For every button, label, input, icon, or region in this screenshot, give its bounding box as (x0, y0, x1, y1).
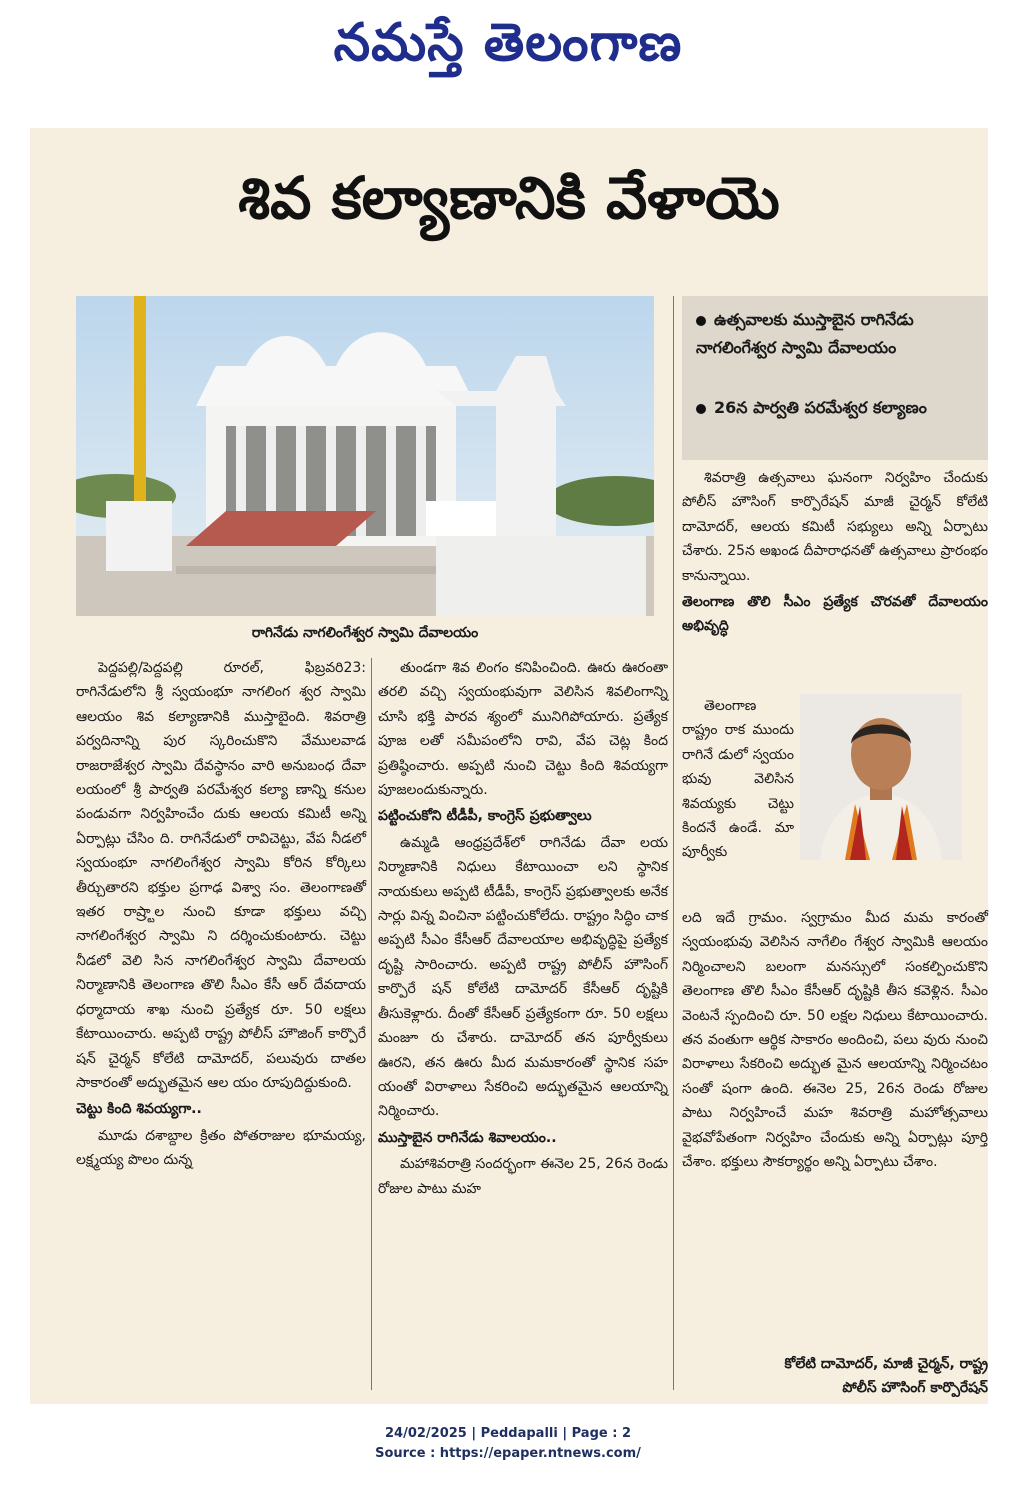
column-divider (371, 658, 372, 1390)
bullet-icon (696, 404, 706, 414)
quote-text (682, 906, 988, 1174)
quote-attribution (682, 1352, 988, 1400)
paragraph: తెలంగాణ రాష్ట్రం రాక ముందు రాగినే డులో స్వయం భువు వెలిసిన శివయ్యకు చెట్టు కిందనే ఉండే. మా పూర్వీకు (682, 698, 794, 861)
temple-illustration (76, 296, 654, 616)
photo-caption: రాగినేడు నాగలింగేశ్వర స్వామి దేవాలయం (251, 625, 479, 641)
footer-date-line: 24/02/2025 | Peddapalli | Page : 2 (384, 1426, 631, 1441)
attribution-line: కోలేటి దామోదర్, మాజీ చైర్మన్, రాష్ట్ర (784, 1356, 988, 1372)
paragraph: మహాశివరాత్రి సందర్భంగా ఈనెల 25, 26న రెండు రోజుల పాటు మహ (378, 1156, 668, 1197)
paragraph: ఉమ్మడి ఆంధ్రప్రదేశ్‌లో రాగినేడు దేవా లయ నిర్మాణానికి నిధులు కేటాయించా లని స్థానిక నాయకులు అప్పటి టీడీపీ, కాంగ్రెస్ ప్రభుత్వాలకు అనేక సార్లు విన్న వించినా పట్టించుకోలేదు. రాష్ట్రం సిద్ధిం చాక అప్పటి సీఎం కేసీఆర్ దేవాలయాల అభివృద్ధిపై ప్రత్యేక దృష్టి సారించారు. అప్పటి రాష్ట్ర పోలీస్ హౌసింగ్ కార్పొరే షన్ కోలేటి దామోదర్ కేసీఆర్ దృష్టికి తీసుకెళ్లారు. దీంతో కేసీఆర్ ప్రత్యేకంగా రూ. 50 లక్షలు మంజూ రు చేశారు. దామోదర్ తన పూర్వీకులు ఊరని, తన ఊరు మీద మమకారంతో స్థానిక సహ యంతో విరాళాలు సేకరించి అద్భుతమైన ఆలయాన్ని నిర్మించారు. (378, 834, 668, 1120)
article-headline: శివ కల్యాణానికి వేళాయె (238, 164, 780, 232)
paragraph: తుండగా శివ లింగం కనిపించింది. ఊరు ఊరంతా తరలి వచ్చి స్వయంభువుగా వెలిసిన శివలింగాన్ని చూసి భక్తి పారవ శ్యంలో మునిగిపోయారు. ప్రత్యేక పూజ లతో సమీపంలోని రావి, వేప చెట్ల కింద ప్రతిష్ఠించారు. అప్పటి నుంచి చెట్టు కింది శివయ్యగా పూజలందుకున్నారు. (378, 660, 668, 799)
paragraph: శివరాత్రి ఉత్సవాలు ఘనంగా నిర్వహిం చేందుకు పోలీస్ హౌసింగ్ కార్పొరేషన్ మాజీ చైర్మన్ కోలేటి దామోదర్, ఆలయ కమిటీ సభ్యులు అన్ని ఏర్పాటు చేశారు. 25న అఖండ దీపారాధనతో ఉత్సవాలు ప్రారంభం కానున్నాయి. (682, 470, 988, 584)
highlight-item: 26న పార్వతి పరమేశ్వర కల్యాణం (696, 394, 986, 422)
footer-source-line: Source : https://epaper.ntnews.com/ (375, 1446, 641, 1461)
attribution-line: పోలీస్ హౌసింగ్ కార్పొరేషన్ (842, 1380, 988, 1396)
portrait-photo (800, 694, 962, 860)
subheading: పట్టించుకోని టీడీపీ, కాంగ్రెస్ ప్రభుత్వాలు (378, 808, 592, 825)
temple-photo (76, 296, 654, 616)
subheading: చెట్టు కింది శివయ్యగా.. (76, 1101, 202, 1118)
quote-side-text (682, 694, 794, 865)
article-column-3 (682, 466, 988, 641)
article-column-1 (76, 656, 366, 1173)
masthead-logo: నమస్తే తెలంగాణ (333, 12, 683, 73)
bullet-icon (696, 316, 706, 326)
article-sheet (30, 128, 988, 1404)
highlight-item: ఉత్సవాలకు ముస్తాబైన రాగినేడు నాగలింగేశ్వర స్వామి దేవాలయం (696, 310, 914, 357)
page-footer (0, 1424, 1016, 1464)
paragraph: పెద్దపల్లి/పెద్దపల్లి రూరల్, ఫిబ్రవరి23: రాగినేడులోని శ్రీ స్వయంభూ నాగలింగ శ్వర స్వామి ఆలయం శివ కల్యాణానికి ముస్తాబైంది. శివరాత్రి పర్వదినాన్ని పుర స్కరించుకొని వేములవాడ రాజరాజేశ్వర స్వామి దేవస్థానం వారి అనుబంధ దేవా లయంలో శ్రీ పార్వతి పరమేశ్వర కల్యా ణాన్ని కనుల పండువగా నిర్వహించేం దుకు ఆలయ కమిటీ అన్ని ఏర్పాట్లు చేసిం ది. రాగినేడులో రావిచెట్టు, వేప నీడలో స్వయంభూ నాగలింగేశ్వర స్వామి కోరిన కోర్కిలు తీర్చుతారని భక్తుల ప్రగాఢ విశ్వా సం. తెలంగాణతో ఇతర రాష్ర్టాల నుంచి కూడా భక్తులు వచ్చి నాగలింగేశ్వర స్వామి ని దర్శించుకుంటారు. చెట్టు నీడలో వెలి సిన నాగలింగేశ్వర స్వామి దేవాలయ నిర్మాణానికి తెలంగాణ తొలి సీఎం కేసీ ఆర్ దేవదాయ ధర్మాదాయ శాఖ నుంచి ప్రత్యేక రూ. 50 లక్షలు కేటాయించారు. అప్పటి రాష్ట్ర పోలీస్ హౌజింగ్ కార్పొరే షన్ చైర్మన్ కోలేటి దామోదర్, పలువురు దాతల సాకారంతో అద్భుతమైన ఆల యం రూపుదిద్దుకుంది. (76, 660, 366, 1091)
highlights-box (682, 296, 988, 460)
paragraph: మూడు దశాబ్దాల క్రితం పోతరాజుల భూమయ్య, లక్ష్మయ్య పొలం దున్న (76, 1127, 366, 1169)
article-column-2 (378, 656, 668, 1201)
paragraph: లది ఇదే గ్రామం. స్వగ్రామం మీద మమ కారంతో స్వయంభువు వెలిసిన నాగేలిం గేశ్వర స్వామికి ఆలయం నిర్మించాలని బలంగా మనస్సులో సంకల్పించుకొని తెలంగాణ తొలి సీఎం కేసీఆర్ దృష్టికి తీస కవెళ్లిన. సీఎం వెంటనే స్పందించి రూ. 50 లక్షల నిధులు కేటాయించారు. తన వంతుగా ఆర్థిక సాకారం అందించి, పలు వురు నుంచి విరాళాలు సేకరించి అద్భుత మైన ఆలయాన్ని నిర్మించటం సంతో షంగా ఉంది. ఈనెల 25, 26న రెండు రోజుల పాటు నిర్వహించే మహ శివరాత్రి మహోత్సవాలు వైభవోపేతంగా నిర్వహిం చేందుకు అన్ని ఏర్పాట్లు పూర్తి చేశాం. భక్తులు సౌకర్యార్థం అన్ని ఏర్పాటు చేశాం. (682, 910, 988, 1171)
subheading: తెలంగాణ తొలి సీఎం ప్రత్యేక చొరవతో దేవాలయం అభివృద్ధి (682, 594, 988, 635)
column-divider (673, 296, 674, 1390)
portrait-illustration (800, 694, 962, 860)
subheading: ముస్తాబైన రాగినేడు శివాలయం.. (378, 1129, 557, 1146)
